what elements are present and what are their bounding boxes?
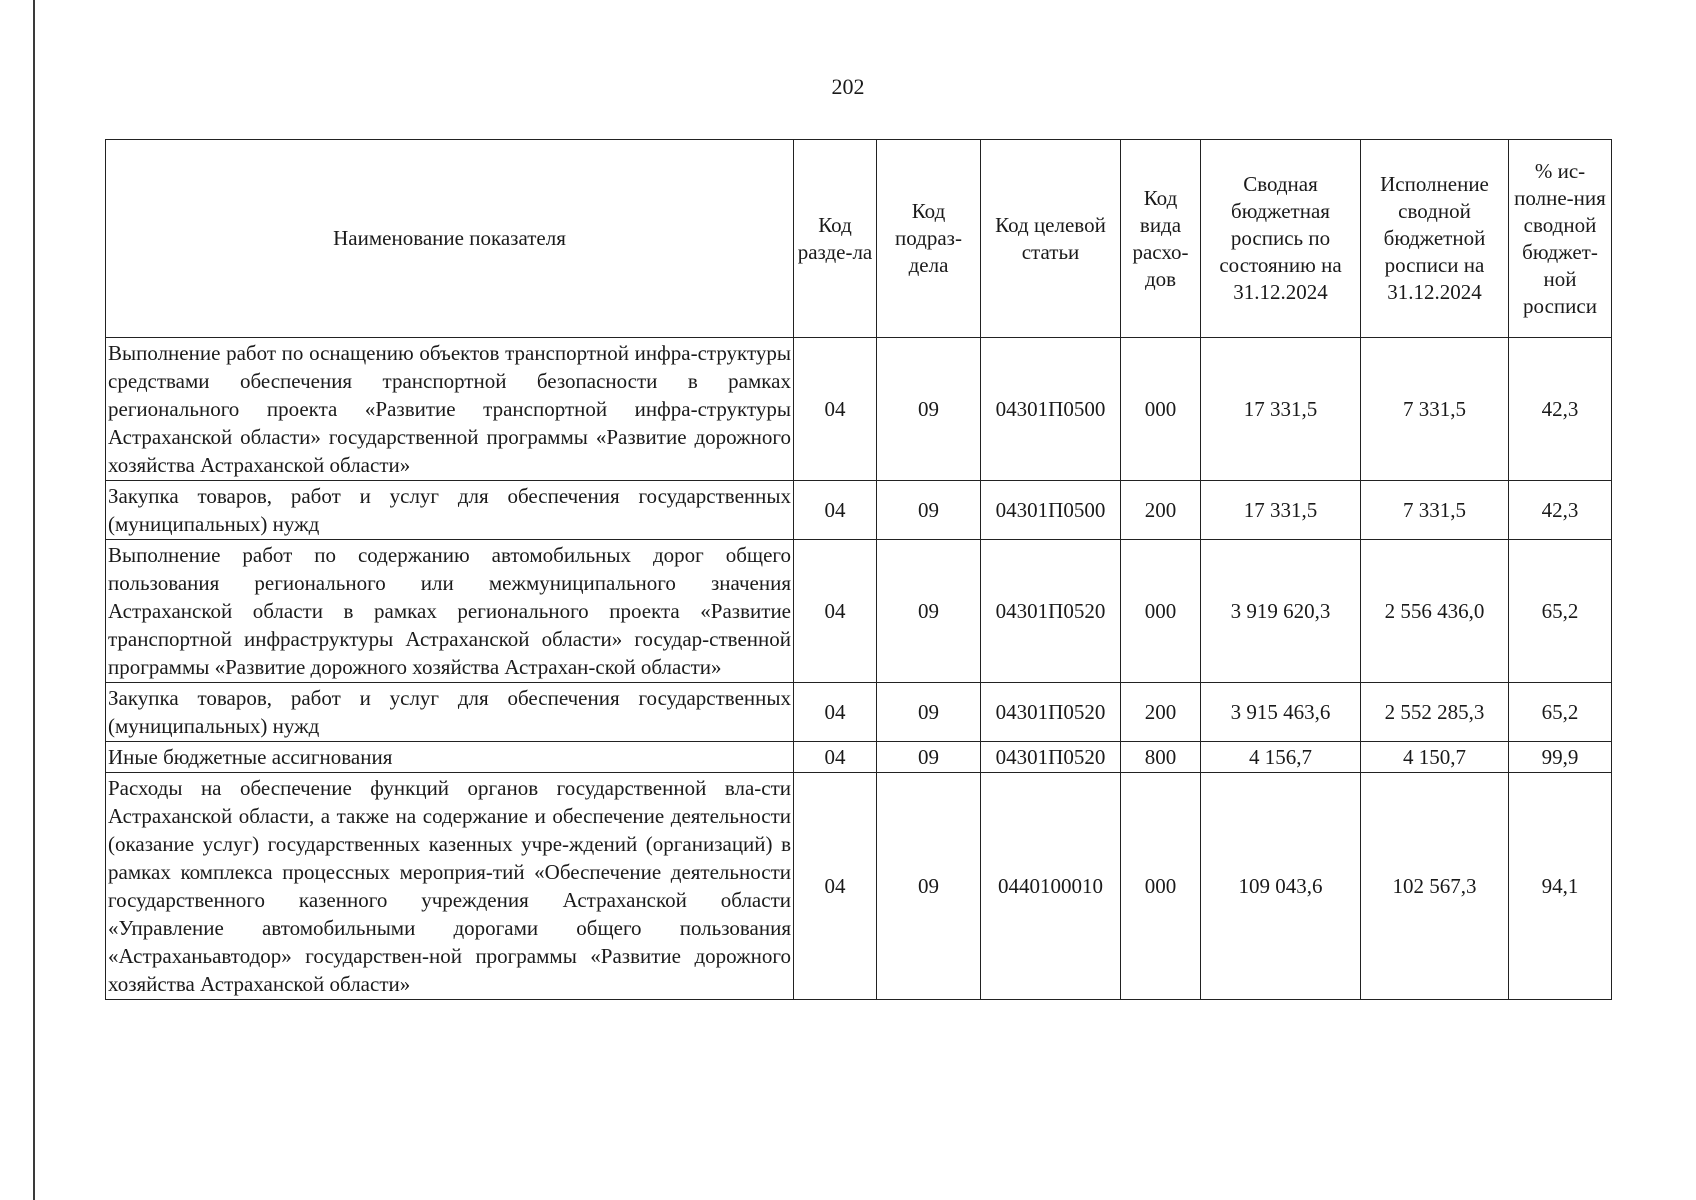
row-budget: 4 156,7 (1201, 742, 1361, 773)
table-row (106, 742, 1612, 773)
table-header-row (106, 140, 1612, 338)
row-percent: 65,2 (1509, 540, 1612, 683)
page-number: 202 (831, 74, 865, 99)
row-percent: 42,3 (1509, 481, 1612, 540)
row-section: 04 (794, 540, 877, 683)
row-execution: 2 552 285,3 (1361, 683, 1509, 742)
row-target: 04301П0520 (981, 742, 1121, 773)
row-execution: 102 567,3 (1361, 773, 1509, 1000)
header-target-article-code: Код целевой статьи (981, 140, 1121, 338)
row-budget: 17 331,5 (1201, 481, 1361, 540)
row-percent: 94,1 (1509, 773, 1612, 1000)
row-target: 0440100010 (981, 773, 1121, 1000)
row-target: 04301П0520 (981, 540, 1121, 683)
row-execution: 7 331,5 (1361, 481, 1509, 540)
row-expense-type: 000 (1121, 540, 1201, 683)
row-budget: 17 331,5 (1201, 338, 1361, 481)
row-expense-type: 200 (1121, 683, 1201, 742)
row-execution: 2 556 436,0 (1361, 540, 1509, 683)
row-budget: 3 915 463,6 (1201, 683, 1361, 742)
row-budget: 3 919 620,3 (1201, 540, 1361, 683)
header-budget-schedule: Сводная бюджетная роспись по состоянию на 31.12.2024 (1201, 140, 1361, 338)
table-row (106, 338, 1612, 481)
header-execution-percent: % ис-полне-ния сводной бюджет-ной росписи (1509, 140, 1612, 338)
row-name: Выполнение работ по оснащению объектов транспортной инфра-структуры средствами обеспечения транспортной безопасности в рамках регионального проекта «Развитие транспортной инфра-структуры Астраханской области» государственной программы «Развитие дорожного хозяйства Астраханской области» (106, 338, 794, 481)
row-percent: 65,2 (1509, 683, 1612, 742)
row-percent: 42,3 (1509, 338, 1612, 481)
row-expense-type: 200 (1121, 481, 1201, 540)
row-name: Выполнение работ по содержанию автомобильных дорог общего пользования регионального или межмуниципального значения Астраханской области в рамках регионального проекта «Развитие транспортной инфраструктуры Астраханской области» государ-ственной программы «Развитие дорожного хозяйства Астрахан-ской области» (106, 540, 794, 683)
row-expense-type: 000 (1121, 773, 1201, 1000)
header-execution: Исполнение сводной бюджетной росписи на 31.12.2024 (1361, 140, 1509, 338)
row-subsection: 09 (877, 742, 981, 773)
table-row (106, 683, 1612, 742)
row-section: 04 (794, 742, 877, 773)
header-name: Наименование показателя (106, 140, 794, 338)
row-section: 04 (794, 683, 877, 742)
row-percent: 99,9 (1509, 742, 1612, 773)
row-execution: 4 150,7 (1361, 742, 1509, 773)
row-name: Иные бюджетные ассигнования (106, 742, 794, 773)
header-expense-type-code: Код вида расхо-дов (1121, 140, 1201, 338)
row-target: 04301П0500 (981, 481, 1121, 540)
row-subsection: 09 (877, 338, 981, 481)
row-section: 04 (794, 338, 877, 481)
header-subsection-code: Код подраз-дела (877, 140, 981, 338)
row-target: 04301П0500 (981, 338, 1121, 481)
table-row (106, 773, 1612, 1000)
row-name: Закупка товаров, работ и услуг для обеспечения государственных (муниципальных) нужд (106, 683, 794, 742)
budget-execution-table (105, 139, 1612, 1000)
row-subsection: 09 (877, 683, 981, 742)
scan-edge-line (33, 0, 35, 1200)
table-row (106, 481, 1612, 540)
row-section: 04 (794, 481, 877, 540)
row-target: 04301П0520 (981, 683, 1121, 742)
row-section: 04 (794, 773, 877, 1000)
table-row (106, 540, 1612, 683)
row-expense-type: 800 (1121, 742, 1201, 773)
row-name: Расходы на обеспечение функций органов государственной вла-сти Астраханской области, а также на содержание и обеспечение деятельности (оказание услуг) государственных казенных учре-ждений (организаций) в рамках комплекса процессных мероприя-тий «Обеспечение деятельности государственного казенного учреждения Астраханской области «Управление автомобильными дорогами общего пользования «Астраханьавтодор» государствен-ной программы «Развитие дорожного хозяйства Астраханской области» (106, 773, 794, 1000)
row-execution: 7 331,5 (1361, 338, 1509, 481)
row-subsection: 09 (877, 773, 981, 1000)
row-expense-type: 000 (1121, 338, 1201, 481)
row-subsection: 09 (877, 540, 981, 683)
row-budget: 109 043,6 (1201, 773, 1361, 1000)
header-section-code: Код разде-ла (794, 140, 877, 338)
row-subsection: 09 (877, 481, 981, 540)
row-name: Закупка товаров, работ и услуг для обеспечения государственных (муниципальных) нужд (106, 481, 794, 540)
